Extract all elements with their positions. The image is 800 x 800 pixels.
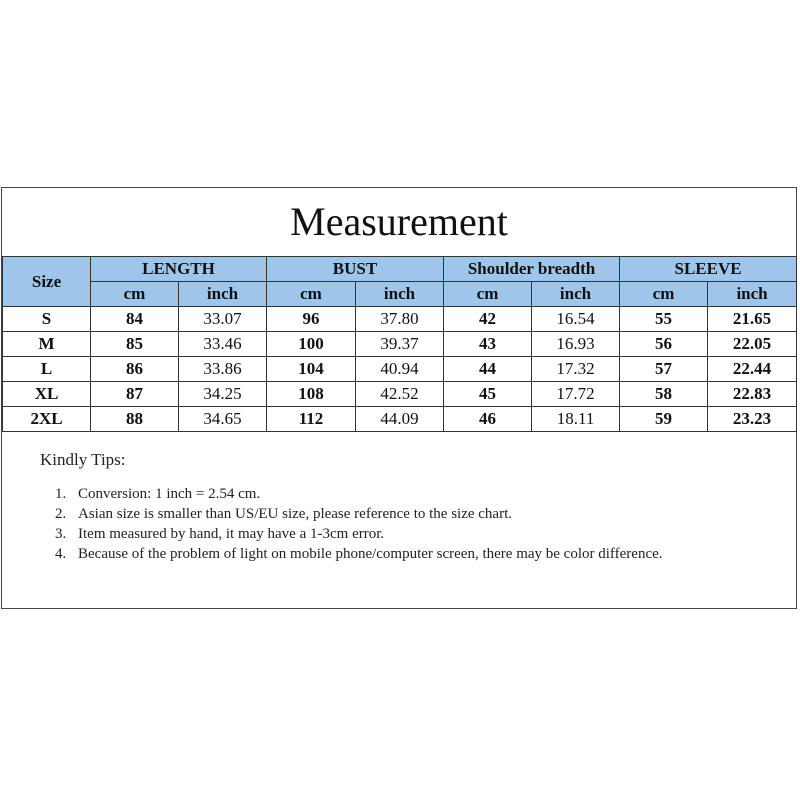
size-chart-table xyxy=(2,256,797,432)
list-item: 1. Conversion: 1 inch = 2.54 cm. xyxy=(70,484,760,504)
table-cell: 22.05 xyxy=(708,332,797,357)
unit-header: inch xyxy=(356,282,444,307)
table-cell: 56 xyxy=(620,332,708,357)
size-cell: XL xyxy=(3,382,91,407)
table-cell: 58 xyxy=(620,382,708,407)
table-cell: 34.25 xyxy=(179,382,267,407)
table-cell: 16.54 xyxy=(532,307,620,332)
table-cell: 33.07 xyxy=(179,307,267,332)
size-cell: 2XL xyxy=(3,407,91,432)
size-header: Size xyxy=(3,257,91,307)
sleeve-header: SLEEVE xyxy=(620,257,797,282)
table-cell: 18.11 xyxy=(532,407,620,432)
unit-header: cm xyxy=(444,282,532,307)
table-cell: 34.65 xyxy=(179,407,267,432)
table-cell: 44 xyxy=(444,357,532,382)
table-cell: 108 xyxy=(267,382,356,407)
size-cell: S xyxy=(3,307,91,332)
table-cell: 37.80 xyxy=(356,307,444,332)
table-cell: 104 xyxy=(267,357,356,382)
tips-title: Kindly Tips: xyxy=(40,450,126,469)
size-cell: L xyxy=(3,357,91,382)
table-cell: 17.32 xyxy=(532,357,620,382)
table-cell: 43 xyxy=(444,332,532,357)
table-cell: 112 xyxy=(267,407,356,432)
table-row xyxy=(3,357,797,382)
table-cell: 57 xyxy=(620,357,708,382)
unit-header: inch xyxy=(532,282,620,307)
unit-header: cm xyxy=(620,282,708,307)
list-item: 3. Item measured by hand, it may have a 1-3cm error. xyxy=(70,524,760,544)
table-cell: 100 xyxy=(267,332,356,357)
tips-list xyxy=(40,484,760,564)
unit-header: cm xyxy=(91,282,179,307)
table-cell: 22.44 xyxy=(708,357,797,382)
table-cell: 42 xyxy=(444,307,532,332)
table-row xyxy=(3,382,797,407)
table-cell: 96 xyxy=(267,307,356,332)
table-cell: 85 xyxy=(91,332,179,357)
table-cell: 46 xyxy=(444,407,532,432)
shoulder-breadth-header: Shoulder breadth xyxy=(444,257,620,282)
table-cell: 59 xyxy=(620,407,708,432)
table-row xyxy=(3,332,797,357)
table-row xyxy=(3,307,797,332)
size-cell: M xyxy=(3,332,91,357)
kindly-tips xyxy=(40,450,760,564)
table-cell: 33.46 xyxy=(179,332,267,357)
length-header: LENGTH xyxy=(91,257,267,282)
table-cell: 16.93 xyxy=(532,332,620,357)
table-cell: 33.86 xyxy=(179,357,267,382)
table-cell: 44.09 xyxy=(356,407,444,432)
table-cell: 45 xyxy=(444,382,532,407)
unit-header: inch xyxy=(179,282,267,307)
table-cell: 39.37 xyxy=(356,332,444,357)
table-cell: 55 xyxy=(620,307,708,332)
bust-header: BUST xyxy=(267,257,444,282)
table-cell: 42.52 xyxy=(356,382,444,407)
unit-header: cm xyxy=(267,282,356,307)
table-cell: 17.72 xyxy=(532,382,620,407)
table-cell: 40.94 xyxy=(356,357,444,382)
table-cell: 21.65 xyxy=(708,307,797,332)
table-cell: 23.23 xyxy=(708,407,797,432)
list-item: 4. Because of the problem of light on mobile phone/computer screen, there may be color difference. xyxy=(70,544,760,564)
table-cell: 86 xyxy=(91,357,179,382)
table-cell: 88 xyxy=(91,407,179,432)
table-cell: 22.83 xyxy=(708,382,797,407)
list-item: 2. Asian size is smaller than US/EU size, please reference to the size chart. xyxy=(70,504,760,524)
page-title: Measurement xyxy=(290,199,508,244)
measurement-panel xyxy=(1,187,797,609)
table-cell: 84 xyxy=(91,307,179,332)
table-row xyxy=(3,407,797,432)
table-cell: 87 xyxy=(91,382,179,407)
unit-header: inch xyxy=(708,282,797,307)
